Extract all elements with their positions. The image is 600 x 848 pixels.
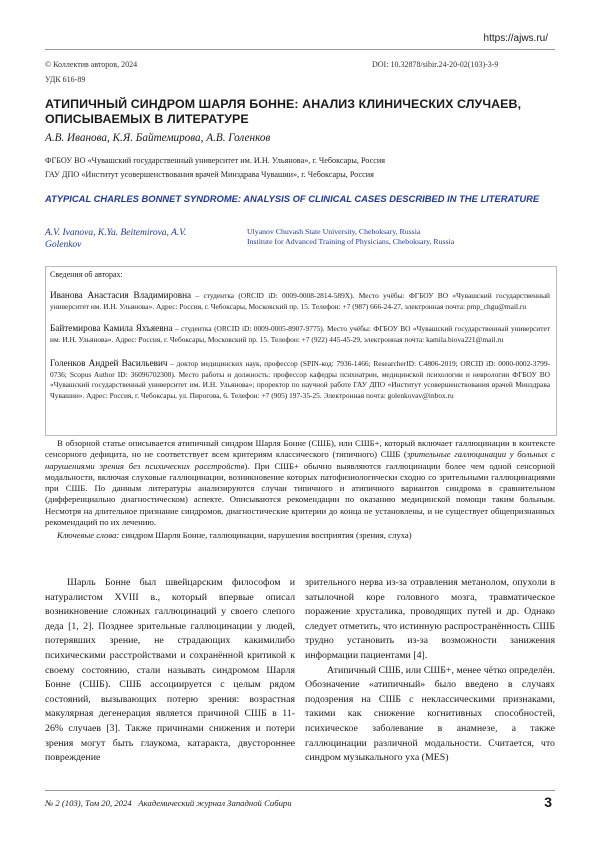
affiliations-en bbox=[247, 227, 557, 247]
authors-en: A.V. Ivanova, K.Ya. Beitemirova, A.V. Golenkov bbox=[45, 228, 187, 250]
affiliation-ru-2: ГАУ ДПО «Институт усовершенствования врачей Минздрава Чувашии», г. Чебоксары, Россия bbox=[45, 170, 374, 179]
journal-footer: № 2 (103), Том 20, 2024 Академический журнал Западной Сибири bbox=[45, 798, 292, 808]
copyright: © Коллектив авторов, 2024 bbox=[45, 60, 138, 69]
body-left-column bbox=[45, 576, 295, 766]
authors-info-heading: Сведения об авторах: bbox=[50, 270, 123, 279]
author-info-3 bbox=[50, 358, 550, 401]
keywords-list: синдром Шарля Бонне, галлюцинации, нарушения восприятия (зрения, слуха) bbox=[119, 530, 412, 541]
footer-rule bbox=[45, 790, 555, 791]
keywords bbox=[45, 530, 555, 541]
udk: УДК 616-89 bbox=[45, 75, 86, 84]
page-number: 3 bbox=[544, 794, 552, 810]
body-right-column bbox=[305, 576, 555, 766]
abstract-italic: зрительные галлюцинации у больных с нарушениями зрения без психических расстройств bbox=[45, 449, 555, 471]
author-details-3: – доктор медицинских наук, профессор (SPIN-код: 7936-1466; ResearcherID: C4806-2019; ORCID iD: 0000-0002-3799-0736; Scopus Author ID: 36096702300). Место работы и должность: профессор кафедры психиатрии, медицинской психологии и неврологии ФГБОУ ВО «Чувашский государственный университет им. И.Н. Ульянова»; проректор по научной работе ГАУ ДПО «Институт усовершенствования врачей Минздрава Чувашии». Адрес: Россия, г. Чебоксары, ул. Пирогова, 6. Телефон: +7 (905) 197-35-25. Электронная почта: golenkovav@inbox.ru bbox=[50, 359, 550, 400]
affiliation-en-1: Ulyanov Chuvash State University, Cheboksary, Russia bbox=[247, 227, 421, 236]
keywords-label: Ключевые слова: bbox=[57, 530, 120, 541]
author-name-1: Иванова Анастасия Владимировна bbox=[50, 290, 192, 300]
title-en: ATYPICAL CHARLES BONNET SYNDROME: ANALYSIS OF CLINICAL CASES DESCRIBED IN THE LITERATURE bbox=[45, 193, 540, 204]
body-paragraph-2: зрительного нерва из-за отравления метанолом, опухоли в затылочной коре головного мозга, травматическое поражение хрусталика, проводящих путей и др. Однако следует отметить, что истинную распространённость СШБ трудно установить из-за возможности занижения информации пациентами [4]. bbox=[305, 577, 555, 661]
author-info-2 bbox=[50, 323, 550, 345]
doi: DOI: 10.32878/sibir.24-20-02(103)-3-9 bbox=[372, 60, 499, 69]
abstract-text: В обзорной статье описывается атипичный синдром Шарля Бонне (СШБ), или СШБ+, который включает галлюцинации в контексте сенсорного дефицита, но не соответствует всем критериям классического (типичного) СШБ (зрительные галлюцинации у больных с нарушениями зрения без психических расстройств). При СШБ+ обычно выявляются галлюцинации более чем одной сенсорной модальности, включая слуховые галлюцинации, возникновение которых патофизиологически сходно со зрительными галлюцинациями при СШБ. По данным литературы анализируются случаи типичного и атипичного вариантов синдрома в сравнительном (дифференциально диагностическом) аспекте. Описываются рекомендации по оказанию медицинской помощи таким больным. Несмотря на длительное признание синдромов, диагностические критерии до конца не установлены, и не существует общепризнанных рекомендаций по их лечению. bbox=[45, 438, 555, 528]
affiliation-en-2: Institute for Advanced Training of Physicians, Cheboksary, Russia bbox=[247, 237, 455, 246]
title-ru: АТИПИЧНЫЙ СИНДРОМ ШАРЛЯ БОННЕ: АНАЛИЗ КЛИНИЧЕСКИХ СЛУЧАЕВ, ОПИСЫВАЕМЫХ В ЛИТЕРАТУРЕ bbox=[45, 97, 522, 126]
author-details-1: – студентка (ORCID iD: 0009-0008-2814-589X). Место учёбы: ФГБОУ ВО «Чувашский государственный университет им. И.Н. Ульянова». Адрес: Россия, г. Чебоксары, Московский пр. 15. Телефон: +7 (987) 666-24-27, электронная почта: pmp_chgu@mail.ru bbox=[50, 291, 550, 311]
author-info-1 bbox=[50, 290, 550, 312]
body-paragraph-3: Атипичный СШБ, или СШБ+, менее чётко определён. Обозначение «атипичный» было введено в случаях подозрения на СШБ с неклассическими признаками, такими как снижение когнитивных способностей, психическое заболевание в анамнезе, а также галлюцинации различной модальности. Считается, что синдром музыкального уха (MES) bbox=[305, 664, 555, 764]
header-rule bbox=[45, 49, 555, 50]
authors-ru: А.В. Иванова, К.Я. Байтемирова, А.В. Голенков bbox=[45, 132, 271, 144]
affiliation-ru-1: ФГБОУ ВО «Чувашский государственный университет им. И.Н. Ульянова», г. Чебоксары, Россия bbox=[45, 156, 386, 165]
author-name-3: Голенков Андрей Васильевич bbox=[50, 358, 168, 368]
body-paragraph-1: Шарль Бонне был швейцарским философом и натуралистом XVIII в., который впервые описал возникновение сложных галлюцинаций у своего слепого деда [1, 2]. Позднее зрительные галлюцинации у людей, потерявших зрение, не страдающих какимилибо психическими расстройствами и сохранённой критикой к своему состоянию, стали называть синдромом Шарля Бонне (СШБ). СШБ ассоциируется с целым рядом состояний, вызывающих потерю зрения: возрастная макулярная дегенерация является причиной СШБ в 11-26% случаев [3]. Также причинами снижения и потери зрения могут быть глаукома, катаракта, двустороннее повреждение bbox=[45, 577, 295, 764]
journal-url[interactable]: https://ajws.ru/ bbox=[483, 33, 548, 44]
author-name-2: Байтемирова Камила Яхъяевна bbox=[50, 323, 173, 333]
abstract bbox=[45, 438, 555, 542]
author-details-2: – студентка (ORCID iD: 0009-0005-8907-9775). Место учёбы: ФГБОУ ВО «Чувашский государственный университет им. И.Н. Ульянова». Адрес: Россия, г. Чебоксары, Московский пр. 15. Телефон: +7 (922) 445-45-29, электронная почта: kamila.biova221@mail.ru bbox=[50, 324, 550, 344]
